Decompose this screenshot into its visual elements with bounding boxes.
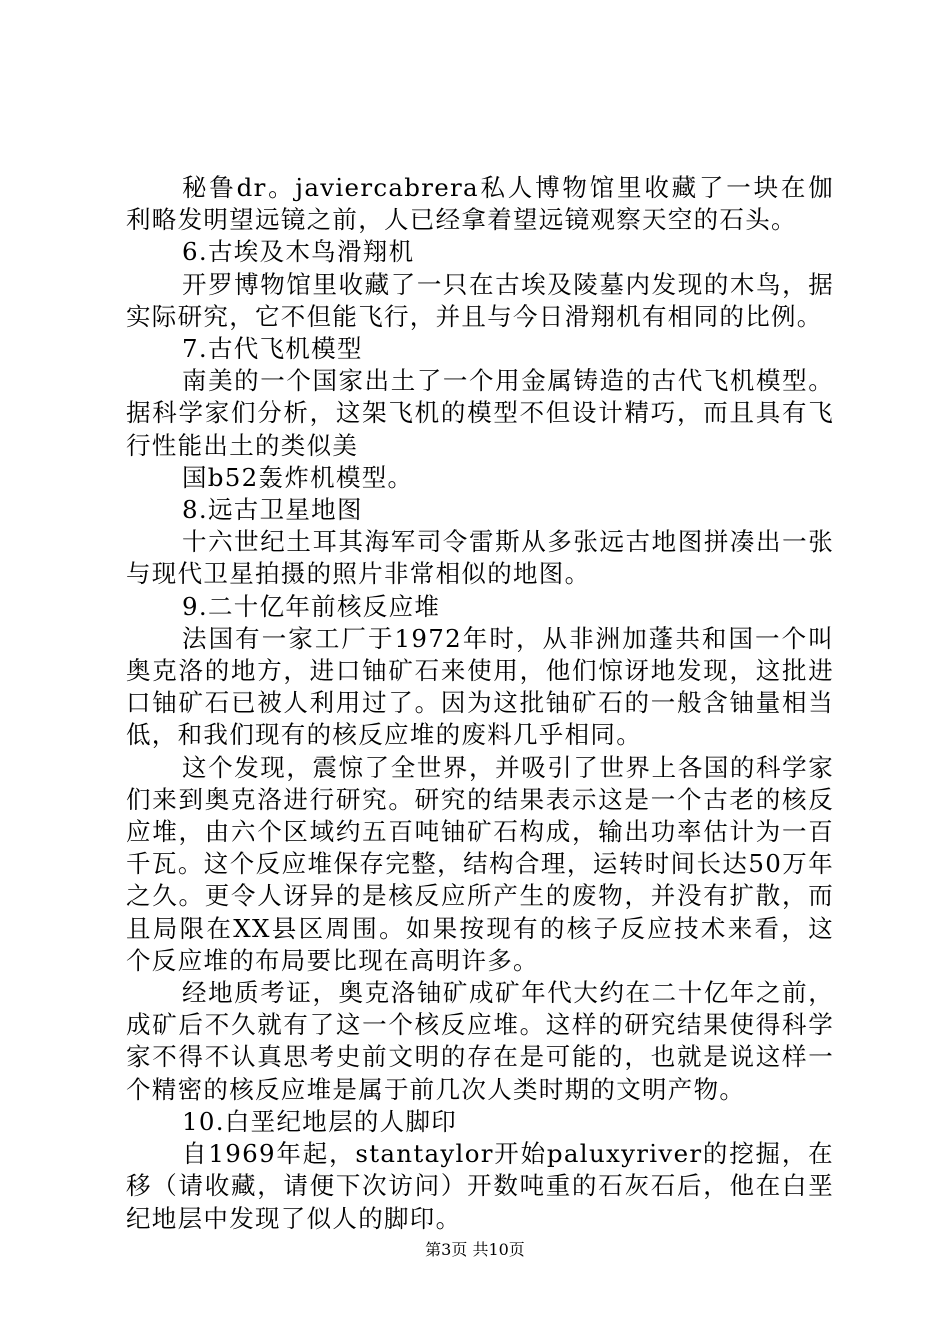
paragraph-b52-model: 国b52轰炸机模型。: [182, 462, 414, 492]
paragraph-ancient-airplane: 南美的一个国家出土了一个用金属铸造的古代飞机模型。据科学家们分析，这架飞机的模型不但设计精巧，而且具有飞行性能出土的类似美: [126, 366, 834, 460]
paragraph-reactor-discovery: 法国有一家工厂于1972年时，从非洲加蓬共和国一个叫奥克洛的地方，进口铀矿石来使用，他们惊讶地发现，这批进口铀矿石已被人利用过了。因为这批铀矿石的一般含铀量相当低，和我们现有的核反应堆的废料几乎相同。: [126, 623, 834, 750]
page-footer: [0, 1240, 950, 1260]
page-number-label: 第3页 共10页: [425, 1240, 525, 1259]
heading-nuclear-reactor: 9.二十亿年前核反应堆: [182, 591, 441, 621]
paragraph-cretaceous-footprints: 自1969年起，stantaylor开始paluxyriver的挖掘，在移（请收藏，请便下次访问）开数吨重的石灰石后，他在白垩纪地层中发现了似人的脚印。: [126, 1139, 834, 1233]
paragraph-egyptian-glider: 开罗博物馆里收藏了一只在古埃及陵墓内发现的木鸟，据实际研究，它不但能飞行，并且与今日滑翔机有相同的比例。: [126, 269, 834, 331]
heading-ancient-airplane: 7.古代飞机模型: [182, 334, 363, 364]
document-body: [126, 172, 834, 1235]
heading-satellite-map: 8.远古卫星地图: [182, 495, 363, 525]
heading-cretaceous-footprints: 10.白垩纪地层的人脚印: [182, 1106, 458, 1136]
paragraph-telescope-stone: 秘鲁dr。javiercabrera私人博物馆里收藏了一块在伽利略发明望远镜之前，人已经拿着望远镜观察天空的石头。: [126, 173, 834, 235]
heading-egyptian-glider: 6.古埃及木鸟滑翔机: [182, 237, 415, 267]
paragraph-reactor-research: 这个发现，震惊了全世界，并吸引了世界上各国的科学家们来到奥克洛进行研究。研究的结果表示这是一个古老的核反应堆，由六个区域约五百吨铀矿石构成，输出功率估计为一百千瓦。这个反应堆保存完整，结构合理，运转时间长达50万年之久。更令人讶异的是核反应所产生的废物，并没有扩散，而且局限在XX县区周围。如果按现有的核子反应技术来看，这个反应堆的布局要比现在高明许多。: [126, 752, 834, 975]
paragraph-satellite-map: 十六世纪土耳其海军司令雷斯从多张远古地图拼凑出一张与现代卫星拍摄的照片非常相似的地图。: [126, 527, 834, 589]
paragraph-reactor-geology: 经地质考证，奥克洛铀矿成矿年代大约在二十亿年之前，成矿后不久就有了这一个核反应堆。这样的研究结果使得科学家不得不认真思考史前文明的存在是可能的，也就是说这样一个精密的核反应堆是属于前几次人类时期的文明产物。: [126, 978, 834, 1104]
